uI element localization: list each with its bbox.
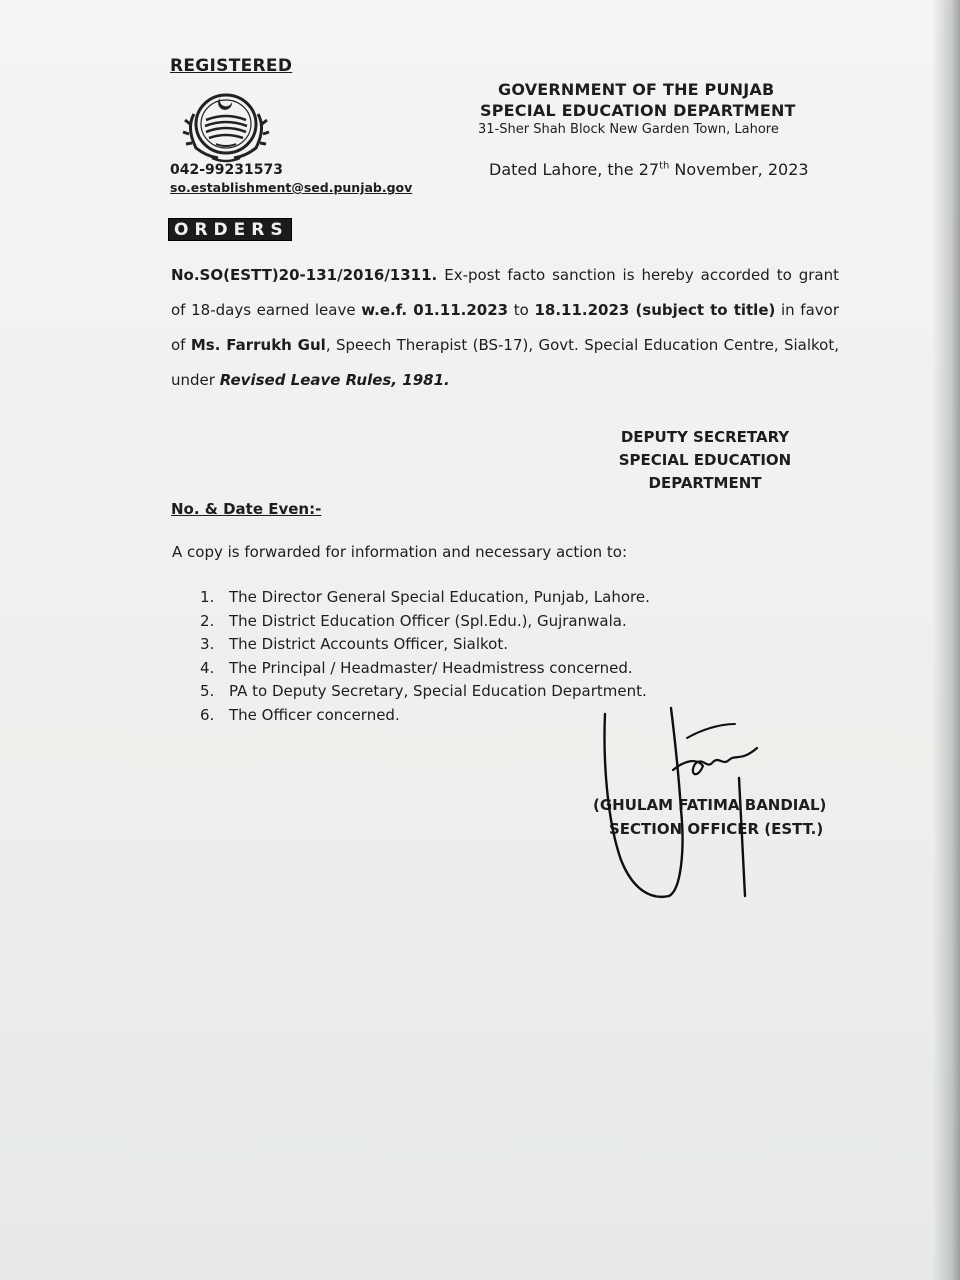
list-item-number: 2. (200, 611, 215, 630)
punjab-emblem-icon (176, 84, 276, 166)
department-heading-line2: SPECIAL EDUCATION DEPARTMENT (480, 101, 796, 120)
officer-name: (GHULAM FATIMA BANDIAL) (593, 796, 827, 814)
registered-label: REGISTERED (170, 56, 293, 76)
order-text-1: Ex-post facto sanction is hereby accorded to grant of 18-days earned leave (171, 266, 839, 319)
copy-forwarded-intro: A copy is forwarded for information and necessary action to: (172, 543, 628, 561)
order-to: to (508, 301, 535, 319)
orders-heading: ORDERS (168, 218, 292, 241)
list-item-text: The Principal / Headmaster/ Headmistress concerned. (229, 658, 633, 677)
list-item-number: 1. (200, 588, 215, 606)
dated-suffix: November, 2023 (669, 160, 809, 179)
list-item (200, 706, 650, 730)
list-item-text: The District Accounts Officer, Sialkot. (229, 635, 508, 653)
dated-line (489, 160, 809, 179)
department-address: 31-Sher Shah Block New Garden Town, Lahore (478, 122, 779, 137)
list-item-text: The Director General Special Education, Punjab, Lahore. (229, 588, 650, 606)
list-item-text: PA to Deputy Secretary, Special Education Department. (229, 682, 647, 700)
order-text-2: in favor of (171, 301, 839, 354)
list-item-number: 4. (200, 658, 215, 677)
list-item (200, 588, 650, 612)
list-item-text: The Officer concerned. (229, 705, 400, 724)
signatory-line-3: DEPARTMENT (648, 474, 762, 492)
order-text-3: , Speech Therapist (BS-17), Govt. Special Education Centre, Sialkot, under (171, 336, 839, 389)
order-wef: w.e.f. 01.11.2023 (361, 301, 509, 319)
recipient-list (200, 588, 650, 729)
list-item (200, 659, 650, 683)
order-to-date: 18.11.2023 (subject to title) (534, 301, 776, 319)
order-number: No.SO(ESTT)20-131/2016/1311. (171, 266, 438, 284)
department-heading-line1: GOVERNMENT OF THE PUNJAB (498, 80, 775, 99)
signatory-line-2: SPECIAL EDUCATION (618, 451, 792, 469)
order-paragraph (171, 258, 839, 398)
officer-title: SECTION OFFICER (ESTT.) (609, 820, 824, 838)
list-item-number: 5. (200, 682, 215, 700)
list-item (200, 612, 650, 636)
order-person: Ms. Farrukh Gul (190, 336, 326, 354)
handwritten-signature (585, 700, 785, 910)
list-item-number: 3. (200, 635, 215, 653)
signatory-line-1: DEPUTY SECRETARY (620, 428, 790, 446)
list-item (200, 635, 650, 659)
list-item (200, 682, 650, 706)
dated-ordinal: th (659, 160, 670, 172)
deputy-secretary-block (600, 426, 810, 495)
list-item-text: The District Education Officer (Spl.Edu.), Gujranwala. (229, 611, 627, 630)
email-address: so.establishment@sed.punjab.gov (170, 180, 413, 195)
order-rules: Revised Leave Rules, 1981. (219, 371, 450, 389)
dated-prefix: Dated Lahore, the 27 (489, 160, 660, 179)
no-date-even-heading: No. & Date Even:- (171, 500, 322, 518)
list-item-number: 6. (200, 705, 215, 724)
phone-number: 042-99231573 (170, 162, 283, 178)
page-edge-shadow (932, 0, 960, 1280)
